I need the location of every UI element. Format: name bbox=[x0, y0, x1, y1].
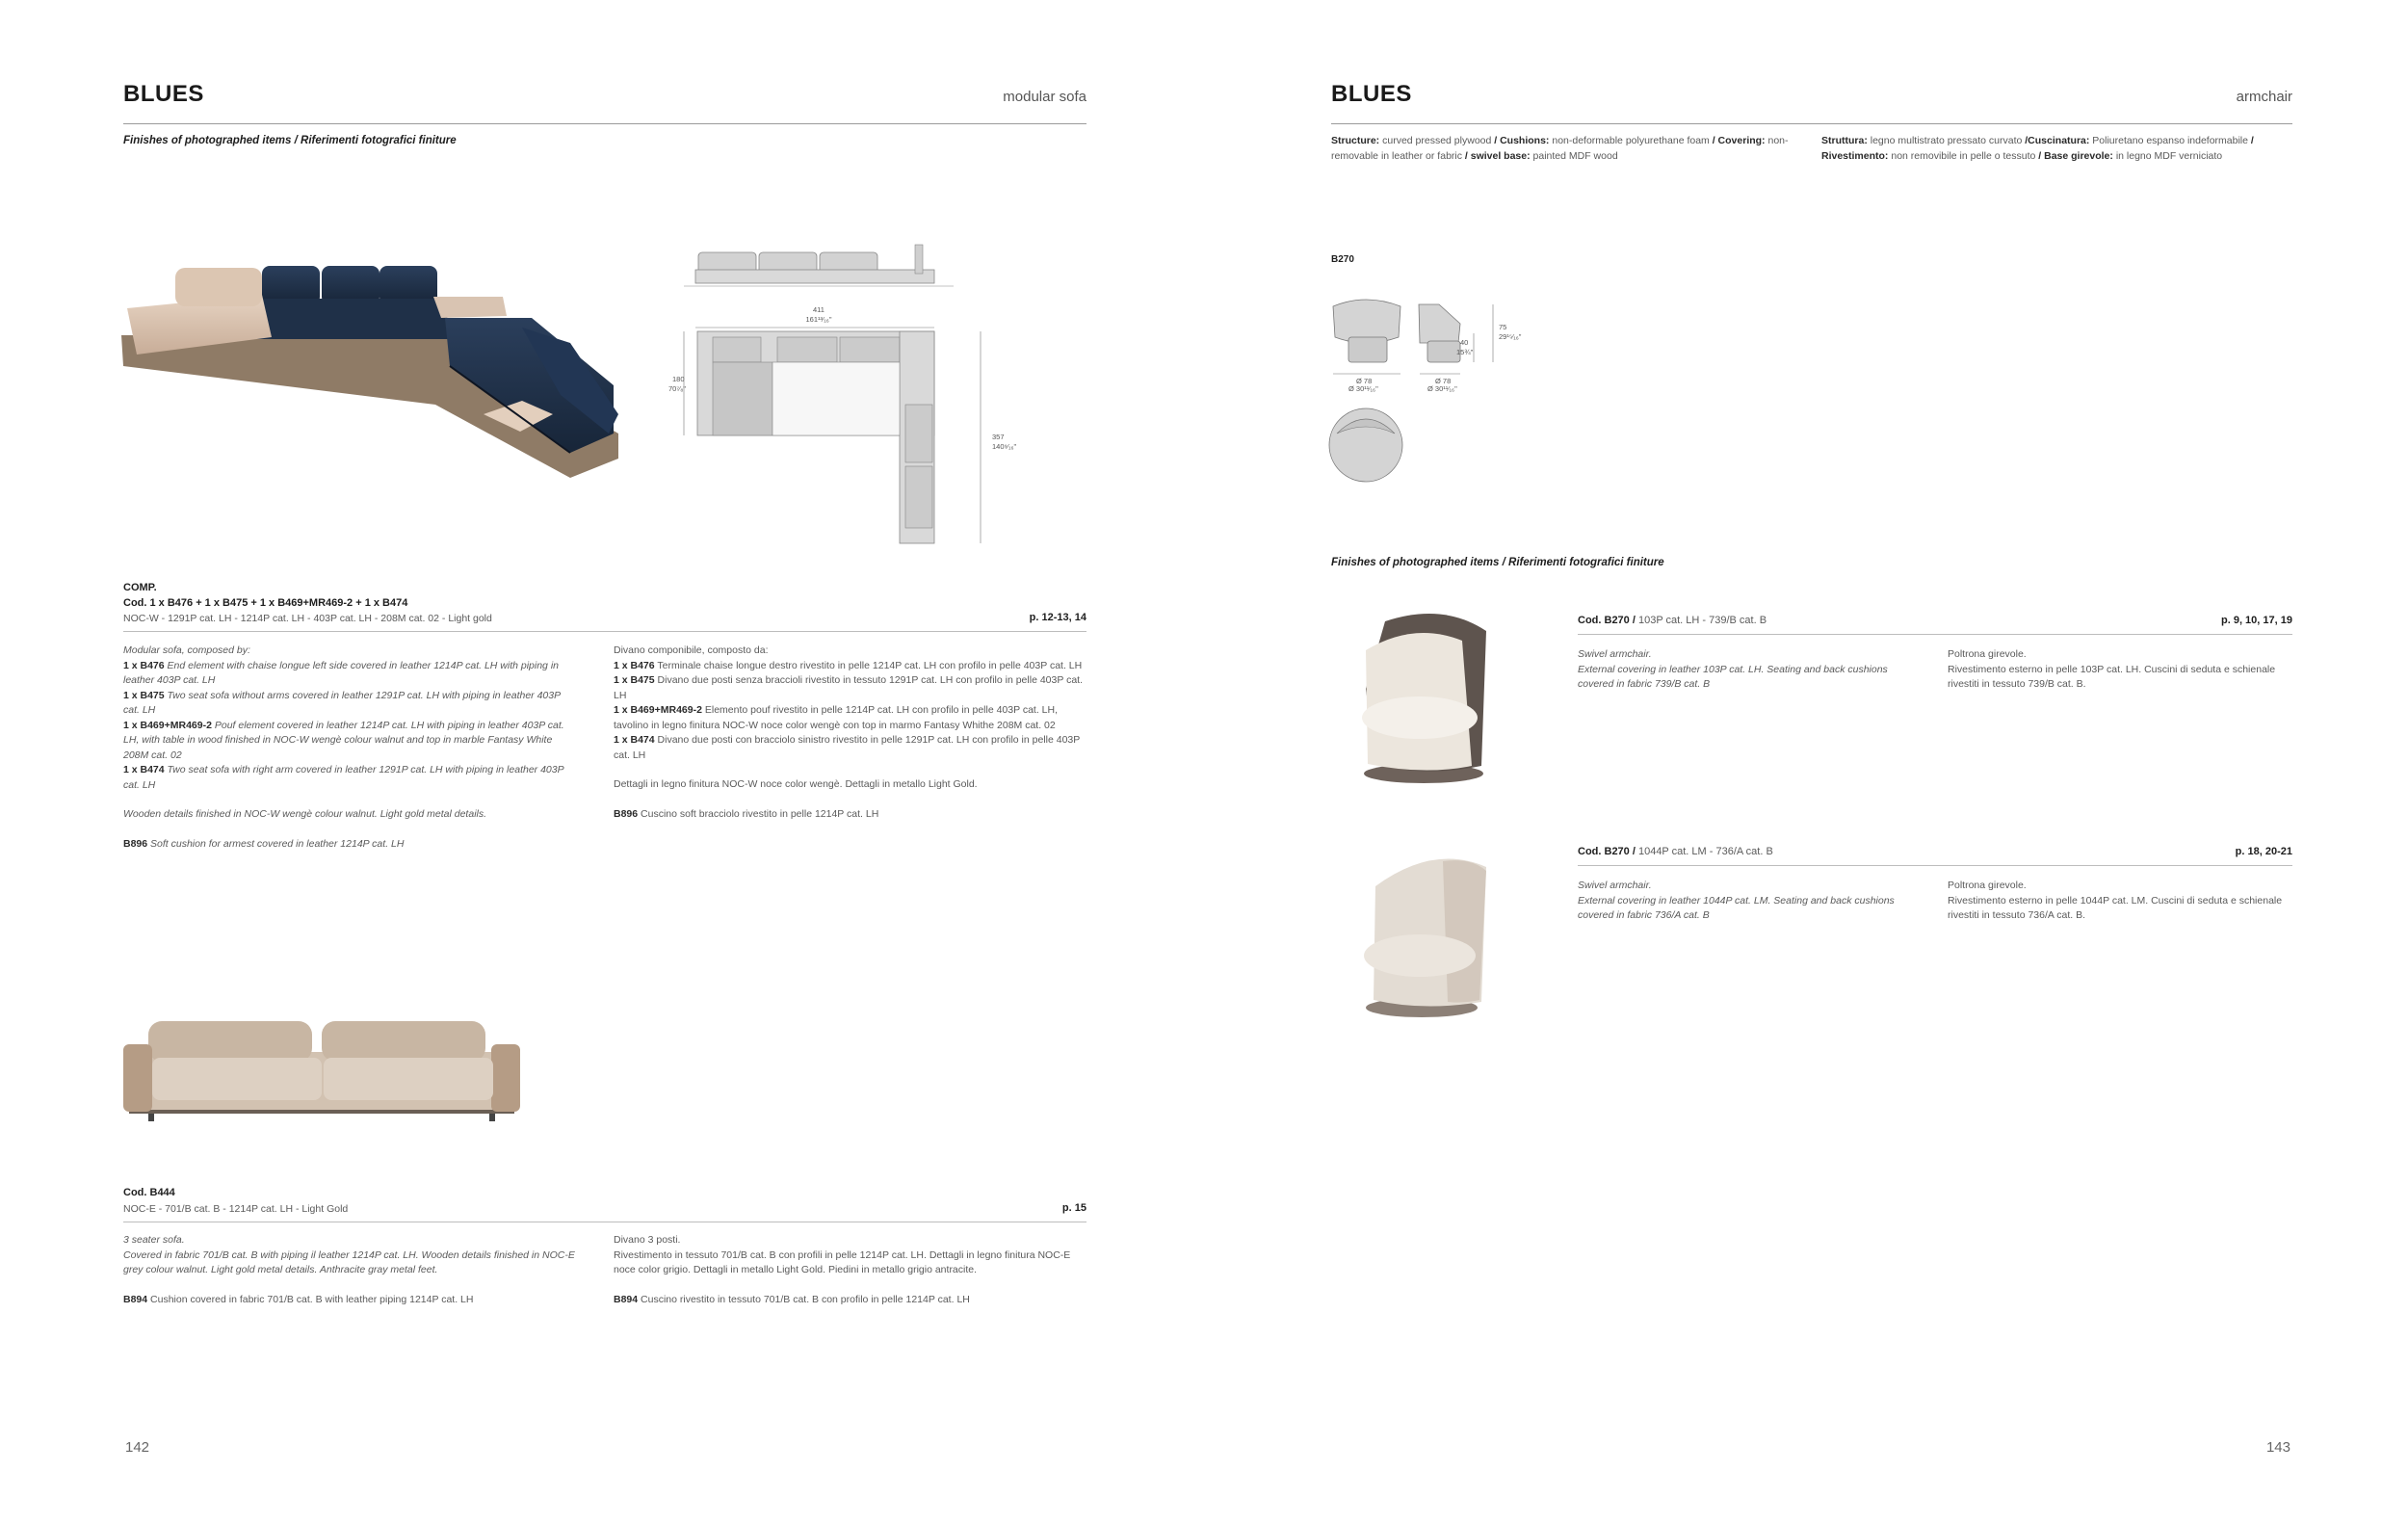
dim-width-in: 161¹³⁄₁₆" bbox=[805, 315, 832, 324]
left-page-title: BLUES bbox=[123, 81, 204, 107]
left-page-subtitle: modular sofa bbox=[1003, 89, 1086, 105]
b444-it-cushion: B894 Cuscino rivestito in tessuto 701/B cat. B con profilo in pelle 1214P cat. LH bbox=[614, 1293, 970, 1305]
right-finishes-heading: Finishes of photographed items / Riferimenti fotografici finiture bbox=[1331, 557, 1664, 568]
right-header-rule bbox=[1331, 123, 2292, 124]
dim-depth-cm: 180 bbox=[672, 375, 685, 383]
armchair-item-2-code: Cod. B270 / 1044P cat. LM - 736/A cat. B bbox=[1578, 846, 1773, 857]
comp-it-intro: Divano componibile, composto da: bbox=[614, 644, 769, 656]
dim-depth-in: 70⁷⁄₈" bbox=[668, 384, 687, 393]
dim-height-cm: 357 bbox=[992, 433, 1005, 441]
b444-text-it bbox=[614, 1233, 1086, 1307]
armchair-item-1-rule bbox=[1578, 634, 2292, 635]
b444-it-title: Divano 3 posti. bbox=[614, 1234, 681, 1246]
armchair-item-1-en: Swivel armchair. External covering in leather 103P cat. LH. Seating and back cushions covered in fabric 739/B cat. B bbox=[1578, 648, 1888, 690]
armchair-item-1-code: Cod. B270 / 103P cat. LH - 739/B cat. B bbox=[1578, 615, 1767, 626]
left-page-number: 142 bbox=[125, 1439, 150, 1456]
comp-rule bbox=[123, 631, 1086, 632]
comp-label: COMP. bbox=[123, 582, 157, 593]
structure-text-en: Structure: curved pressed plywood / Cushions: non-deformable polyurethane foam / Covering: non-removable in leather or fabric / swivel base: painted MDF wood bbox=[1331, 135, 1789, 162]
b444-en-title: 3 seater sofa. bbox=[123, 1234, 185, 1246]
armchair-dim-height-cm: 75 bbox=[1499, 323, 1507, 331]
comp-page-ref: p. 12-13, 14 bbox=[1029, 612, 1086, 623]
armchair-dim-diam-1-in: Ø 30¹¹⁄₁₆" bbox=[1348, 384, 1378, 393]
armchair-dim-diam-2: Ø 78 bbox=[1435, 377, 1452, 385]
armchair-item-2-it: Poltrona girevole. Rivestimento esterno in pelle 1044P cat. LM. Cuscini di seduta e schienale rivestiti in tessuto 736/A cat. B. bbox=[1948, 880, 2283, 921]
modular-sofa-image bbox=[118, 241, 628, 491]
comp-text-it bbox=[614, 644, 1086, 822]
armchair-image-1 bbox=[1327, 602, 1520, 795]
left-header-rule bbox=[123, 123, 1086, 124]
structure-text-it: Struttura: legno multistrato pressato curvato /Cuscinatura: Poliuretano espanso indeformabile / Rivestimento: non removibile in pelle o tessuto / Base girevole: in legno MDF verniciato bbox=[1821, 135, 2254, 162]
left-finishes-heading: Finishes of photographed items / Riferimenti fotografici finiture bbox=[123, 135, 457, 146]
armchair-dim-diam-2-in: Ø 30¹¹⁄₁₆" bbox=[1427, 384, 1457, 393]
armchair-item-1-it: Poltrona girevole. Rivestimento esterno in pelle 103P cat. LH. Cuscini di seduta e schienale rivestiti in tessuto 739/B cat. B. bbox=[1948, 648, 2276, 690]
comp-en-item: 1 x B469+MR469-2 Pouf element covered in leather 1214P cat. LH with piping in leather 403P cat. LH, with table in wood finished in NOC-W wengè colour walnut and top in marble Fantasy White 208M cat. 02 bbox=[123, 719, 564, 761]
b444-code-line: Cod. B444 bbox=[123, 1187, 175, 1198]
armchair-item-1-pages: p. 9, 10, 17, 19 bbox=[2221, 615, 2292, 626]
b444-en-text: Covered in fabric 701/B cat. B with piping il leather 1214P cat. LH. Wooden details finished in NOC-E grey colour walnut. Light gold metal details. Anthracite gray metal feet. bbox=[123, 1248, 575, 1275]
b444-it-text: Rivestimento in tessuto 701/B cat. B con profili in pelle 1214P cat. LH. Dettagli in legno finitura NOC-E noce color grigio. Dettagli in metallo Light Gold. Piedini in metallo grigio antracite. bbox=[614, 1248, 1071, 1275]
armchair-dim-diam-1: Ø 78 bbox=[1356, 377, 1373, 385]
sofa-technical-drawing bbox=[668, 241, 1060, 559]
comp-en-item: 1 x B474 Two seat sofa with right arm covered in leather 1291P cat. LH with piping in leather 403P cat. LH bbox=[123, 764, 564, 791]
comp-it-item: 1 x B469+MR469-2 Elemento pouf rivestito in pelle 1214P cat. LH con profilo in pelle 403P cat. LH, tavolino in legno finitura NOC-W noce color wengè con top in marmo Fantasy Whithe 208M cat. 02 bbox=[614, 704, 1059, 731]
armchair-dim-seat-cm: 40 bbox=[1460, 338, 1469, 347]
dim-width-cm: 411 bbox=[813, 305, 824, 314]
three-seater-sofa-image bbox=[119, 1002, 524, 1127]
armchair-model-code: B270 bbox=[1331, 254, 1354, 265]
armchair-item-2-pages: p. 18, 20-21 bbox=[2235, 846, 2292, 857]
comp-en-item: 1 x B476 End element with chaise longue left side covered in leather 1214P cat. LH with piping in leather 403P cat. LH bbox=[123, 659, 559, 686]
comp-it-wood: Dettagli in legno finitura NOC-W noce color wengè. Dettagli in metallo Light Gold. bbox=[614, 778, 978, 790]
comp-en-cushion: B896 Soft cushion for armest covered in leather 1214P cat. LH bbox=[123, 837, 405, 850]
b444-text-en bbox=[123, 1233, 595, 1307]
comp-finish-line: NOC-W - 1291P cat. LH - 1214P cat. LH - 403P cat. LH - 208M cat. 02 - Light gold bbox=[123, 613, 492, 624]
b444-page-ref: p. 15 bbox=[1061, 1202, 1086, 1214]
armchair-dim-seat-in: 15¾" bbox=[1456, 348, 1474, 356]
right-page-title: BLUES bbox=[1331, 81, 1412, 107]
armchair-item-2-rule bbox=[1578, 865, 2292, 866]
comp-it-item: 1 x B476 Terminale chaise longue destro rivestito in pelle 1214P cat. LH con profilo in pelle 403P cat. LH bbox=[614, 659, 1083, 671]
comp-en-wood: Wooden details finished in NOC-W wengè colour walnut. Light gold metal details. bbox=[123, 808, 487, 820]
comp-it-item: 1 x B474 Divano due posti con bracciolo sinistro rivestito in pelle 1291P cat. LH con profilo in pelle 403P cat. LH bbox=[614, 734, 1081, 761]
comp-text-en bbox=[123, 644, 576, 852]
comp-it-item: 1 x B475 Divano due posti senza braccioli rivestito in tessuto 1291P cat. LH con profilo in pelle 403P cat. LH bbox=[614, 674, 1083, 701]
armchair-image-2 bbox=[1327, 838, 1520, 1031]
right-page-subtitle: armchair bbox=[2236, 89, 2292, 105]
comp-it-cushion: B896 Cuscino soft bracciolo rivestito in pelle 1214P cat. LH bbox=[614, 807, 879, 820]
armchair-dim-height-in: 29¹⁵⁄₁₆" bbox=[1499, 332, 1522, 341]
b444-en-cushion: B894 Cushion covered in fabric 701/B cat. B with leather piping 1214P cat. LH bbox=[123, 1293, 474, 1305]
armchair-item-2-en: Swivel armchair. External covering in leather 1044P cat. LM. Seating and back cushions covered in fabric 736/A cat. B bbox=[1578, 880, 1895, 921]
comp-code-line: Cod. 1 x B476 + 1 x B475 + 1 x B469+MR469-2 + 1 x B474 bbox=[123, 597, 408, 609]
right-page-number: 143 bbox=[2265, 1439, 2290, 1456]
comp-en-intro: Modular sofa, composed by: bbox=[123, 644, 250, 656]
dim-height-in: 140⁹⁄₁₆" bbox=[992, 442, 1017, 451]
armchair-technical-drawing bbox=[1327, 289, 1597, 501]
comp-en-item: 1 x B475 Two seat sofa without arms covered in leather 1291P cat. LH with piping in leather 403P cat. LH bbox=[123, 689, 561, 716]
b444-finish-line: NOC-E - 701/B cat. B - 1214P cat. LH - Light Gold bbox=[123, 1203, 349, 1215]
